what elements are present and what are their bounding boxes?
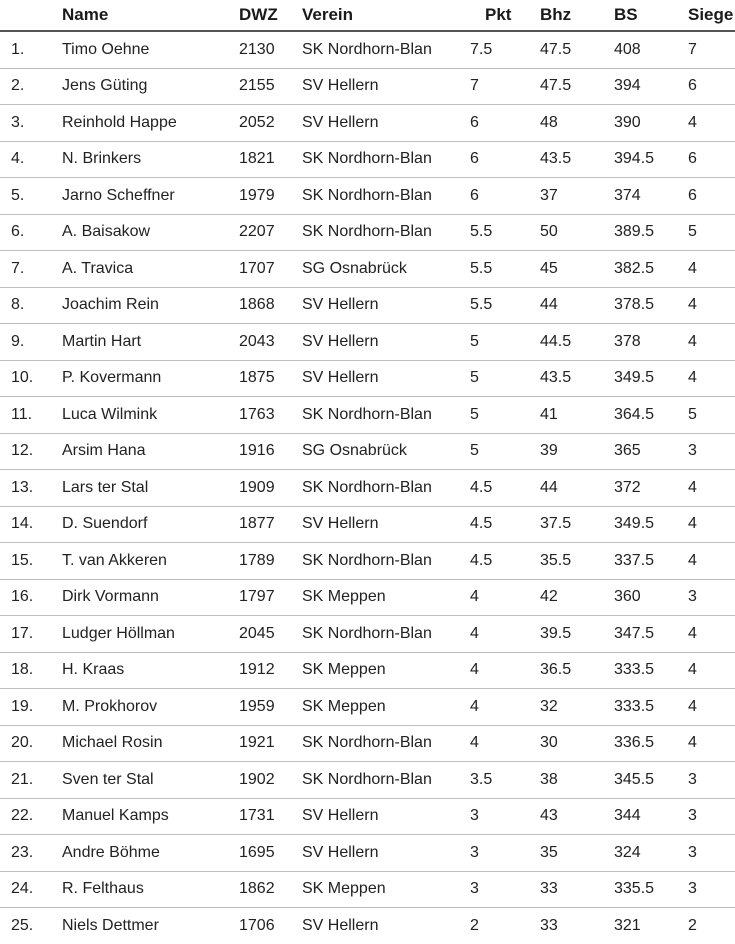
cell-siege: 3	[688, 770, 697, 788]
cell-siege: 6	[688, 150, 697, 168]
cell-siege: 2	[688, 916, 697, 934]
cell-siege: 3	[688, 880, 697, 898]
cell-club: SV Hellern	[302, 113, 379, 131]
cell-siege: 4	[688, 515, 697, 533]
cell-pkt: 3.5	[470, 770, 493, 788]
cell-pkt: 5	[470, 405, 479, 423]
cell-name: M. Prokhorov	[62, 697, 158, 715]
cell-dwz: 1731	[239, 807, 275, 825]
cell-bhz: 43	[540, 807, 558, 825]
cell-club: SV Hellern	[302, 807, 379, 825]
cell-rank: 13.	[11, 478, 34, 496]
cell-rank: 8.	[11, 296, 25, 314]
cell-rank: 23.	[11, 843, 34, 861]
cell-name: Luca Wilmink	[62, 405, 158, 423]
cell-name: Lars ter Stal	[62, 478, 149, 496]
cell-club: SV Hellern	[302, 77, 379, 95]
cell-bs: 344	[614, 807, 641, 825]
cell-pkt: 7	[470, 77, 479, 95]
table-row	[0, 506, 735, 543]
cell-rank: 12.	[11, 442, 34, 460]
table-row	[0, 579, 735, 616]
table-row	[0, 105, 735, 142]
cell-pkt: 6	[470, 186, 479, 204]
cell-rank: 14.	[11, 515, 34, 533]
cell-name: N. Brinkers	[62, 150, 142, 168]
cell-bs: 394	[614, 77, 641, 95]
cell-rank: 22.	[11, 807, 34, 825]
cell-pkt: 4	[470, 661, 479, 679]
cell-siege: 7	[688, 40, 697, 58]
cell-club: SV Hellern	[302, 843, 379, 861]
cell-name: Dirk Vormann	[62, 588, 159, 606]
cell-bhz: 37	[540, 186, 558, 204]
cell-pkt: 3	[470, 807, 479, 825]
cell-bs: 337.5	[614, 551, 655, 569]
cell-dwz: 1797	[239, 588, 275, 606]
cell-club: SK Meppen	[302, 661, 386, 679]
cell-bhz: 38	[540, 770, 558, 788]
cell-name: A. Baisakow	[62, 223, 151, 241]
table-row	[0, 324, 735, 361]
cell-bs: 345.5	[614, 770, 655, 788]
cell-bhz: 35.5	[540, 551, 572, 569]
cell-club: SV Hellern	[302, 369, 379, 387]
cell-club: SK Meppen	[302, 880, 386, 898]
cell-bs: 347.5	[614, 624, 655, 642]
cell-rank: 18.	[11, 661, 34, 679]
cell-club: SV Hellern	[302, 515, 379, 533]
cell-name: H. Kraas	[62, 661, 125, 679]
table-row	[0, 762, 735, 799]
cell-name: T. van Akkeren	[62, 551, 167, 569]
table-row	[0, 470, 735, 507]
table-row	[0, 178, 735, 215]
header-bhz: Bhz	[540, 0, 614, 31]
cell-dwz: 1789	[239, 551, 275, 569]
cell-bs: 333.5	[614, 661, 655, 679]
cell-name: Reinhold Happe	[62, 113, 177, 131]
cell-siege: 3	[688, 807, 697, 825]
table-row	[0, 433, 735, 470]
cell-pkt: 5.5	[470, 259, 493, 277]
cell-name: A. Travica	[62, 259, 134, 277]
cell-bs: 394.5	[614, 150, 655, 168]
cell-club: SK Meppen	[302, 588, 386, 606]
cell-pkt: 5.5	[470, 223, 493, 241]
cell-bhz: 32	[540, 697, 558, 715]
cell-rank: 10.	[11, 369, 34, 387]
cell-pkt: 5	[470, 369, 479, 387]
cell-siege: 4	[688, 478, 697, 496]
cell-rank: 1.	[11, 40, 25, 58]
cell-siege: 4	[688, 551, 697, 569]
cell-bhz: 43.5	[540, 369, 572, 387]
cell-bs: 374	[614, 186, 641, 204]
cell-rank: 6.	[11, 223, 25, 241]
cell-dwz: 2045	[239, 624, 275, 642]
cell-bs: 335.5	[614, 880, 655, 898]
cell-siege: 4	[688, 296, 697, 314]
cell-name: Manuel Kamps	[62, 807, 169, 825]
header-bs: BS	[614, 0, 688, 31]
cell-bs: 389.5	[614, 223, 655, 241]
cell-dwz: 1868	[239, 296, 275, 314]
cell-rank: 16.	[11, 588, 34, 606]
cell-bhz: 47.5	[540, 40, 572, 58]
cell-bhz: 45	[540, 259, 558, 277]
cell-bs: 378	[614, 332, 641, 350]
cell-pkt: 3	[470, 843, 479, 861]
cell-rank: 15.	[11, 551, 34, 569]
cell-pkt: 4	[470, 697, 479, 715]
cell-rank: 25.	[11, 916, 34, 934]
cell-bhz: 43.5	[540, 150, 572, 168]
cell-siege: 4	[688, 259, 697, 277]
table-row	[0, 543, 735, 580]
cell-name: Jarno Scheffner	[62, 186, 175, 204]
cell-bs: 382.5	[614, 259, 655, 277]
cell-dwz: 1916	[239, 442, 275, 460]
table-row	[0, 725, 735, 762]
header-pkt: Pkt	[470, 0, 540, 31]
table-row	[0, 68, 735, 105]
cell-dwz: 2207	[239, 223, 275, 241]
header-rank	[0, 0, 62, 31]
cell-siege: 3	[688, 442, 697, 460]
cell-name: P. Kovermann	[62, 369, 162, 387]
cell-club: SK Nordhorn-Blan	[302, 186, 432, 204]
cell-siege: 6	[688, 186, 697, 204]
cell-dwz: 1877	[239, 515, 275, 533]
table-row	[0, 360, 735, 397]
cell-name: Niels Dettmer	[62, 916, 159, 934]
cell-dwz: 1875	[239, 369, 275, 387]
cell-siege: 4	[688, 661, 697, 679]
table-row	[0, 251, 735, 288]
cell-club: SK Nordhorn-Blan	[302, 624, 432, 642]
cell-name: Ludger Höllman	[62, 624, 175, 642]
cell-siege: 3	[688, 588, 697, 606]
cell-pkt: 4.5	[470, 551, 493, 569]
cell-bs: 408	[614, 40, 641, 58]
table-row	[0, 287, 735, 324]
cell-siege: 4	[688, 697, 697, 715]
cell-siege: 4	[688, 734, 697, 752]
cell-club: SK Nordhorn-Blan	[302, 734, 432, 752]
cell-club: SG Osnabrück	[302, 442, 407, 460]
cell-rank: 11.	[11, 405, 33, 423]
cell-bhz: 39.5	[540, 624, 572, 642]
cell-bs: 365	[614, 442, 641, 460]
cell-bs: 336.5	[614, 734, 655, 752]
table-header	[0, 0, 735, 31]
cell-pkt: 4.5	[470, 515, 493, 533]
cell-pkt: 4	[470, 624, 479, 642]
cell-club: SK Nordhorn-Blan	[302, 770, 432, 788]
cell-bhz: 47.5	[540, 77, 572, 95]
cell-bs: 324	[614, 843, 641, 861]
cell-rank: 9.	[11, 332, 25, 350]
cell-club: SK Meppen	[302, 697, 386, 715]
cell-dwz: 1706	[239, 916, 275, 934]
cell-bhz: 36.5	[540, 661, 572, 679]
cell-bhz: 33	[540, 880, 558, 898]
cell-rank: 5.	[11, 186, 25, 204]
table-row	[0, 141, 735, 178]
header-name: Name	[62, 0, 239, 31]
cell-club: SK Nordhorn-Blan	[302, 405, 432, 423]
cell-pkt: 7.5	[470, 40, 493, 58]
cell-bhz: 37.5	[540, 515, 572, 533]
cell-pkt: 2	[470, 916, 479, 934]
cell-dwz: 2043	[239, 332, 275, 350]
cell-pkt: 4	[470, 588, 479, 606]
cell-siege: 4	[688, 369, 697, 387]
table-row	[0, 835, 735, 872]
cell-rank: 19.	[11, 697, 34, 715]
header-dwz: DWZ	[239, 0, 302, 31]
cell-dwz: 1763	[239, 405, 275, 423]
cell-pkt: 3	[470, 880, 479, 898]
table-row	[0, 798, 735, 835]
cell-bhz: 39	[540, 442, 558, 460]
cell-bhz: 44.5	[540, 332, 572, 350]
cell-name: Joachim Rein	[62, 296, 159, 314]
cell-dwz: 1707	[239, 259, 275, 277]
cell-bhz: 35	[540, 843, 558, 861]
cell-pkt: 6	[470, 150, 479, 168]
cell-siege: 4	[688, 332, 697, 350]
cell-club: SK Nordhorn-Blan	[302, 40, 432, 58]
cell-pkt: 5.5	[470, 296, 493, 314]
cell-name: Michael Rosin	[62, 734, 163, 752]
cell-name: D. Suendorf	[62, 515, 148, 533]
cell-siege: 5	[688, 405, 697, 423]
cell-rank: 7.	[11, 259, 25, 277]
cell-bs: 378.5	[614, 296, 655, 314]
cell-club: SV Hellern	[302, 296, 379, 314]
cell-dwz: 1912	[239, 661, 275, 679]
cell-bs: 390	[614, 113, 641, 131]
cell-siege: 4	[688, 113, 697, 131]
cell-club: SK Nordhorn-Blan	[302, 223, 432, 241]
cell-bhz: 42	[540, 588, 558, 606]
cell-bhz: 48	[540, 113, 558, 131]
table-row	[0, 214, 735, 251]
cell-rank: 2.	[11, 77, 25, 95]
cell-dwz: 1821	[239, 150, 275, 168]
cell-bs: 321	[614, 916, 641, 934]
cell-bhz: 41	[540, 405, 558, 423]
cell-pkt: 4.5	[470, 478, 493, 496]
cell-name: Andre Böhme	[62, 843, 160, 861]
cell-bhz: 44	[540, 478, 558, 496]
header-row	[0, 0, 735, 31]
cell-bs: 364.5	[614, 405, 655, 423]
cell-rank: 20.	[11, 734, 34, 752]
cell-club: SG Osnabrück	[302, 259, 407, 277]
cell-name: Timo Oehne	[62, 40, 150, 58]
table-row	[0, 616, 735, 653]
cell-dwz: 1902	[239, 770, 275, 788]
cell-siege: 5	[688, 223, 697, 241]
cell-bs: 333.5	[614, 697, 655, 715]
cell-rank: 21.	[11, 770, 34, 788]
table-row	[0, 652, 735, 689]
table-row	[0, 871, 735, 908]
cell-dwz: 2130	[239, 40, 275, 58]
cell-bhz: 30	[540, 734, 558, 752]
cell-name: R. Felthaus	[62, 880, 144, 898]
table-row	[0, 397, 735, 434]
cell-club: SK Nordhorn-Blan	[302, 150, 432, 168]
cell-bs: 360	[614, 588, 641, 606]
cell-club: SK Nordhorn-Blan	[302, 551, 432, 569]
cell-dwz: 1921	[239, 734, 275, 752]
cell-rank: 4.	[11, 150, 25, 168]
cell-name: Sven ter Stal	[62, 770, 154, 788]
cell-dwz: 2155	[239, 77, 275, 95]
cell-pkt: 6	[470, 113, 479, 131]
cell-dwz: 1909	[239, 478, 275, 496]
table-row	[0, 31, 735, 68]
cell-bs: 349.5	[614, 515, 655, 533]
cell-dwz: 1862	[239, 880, 275, 898]
cell-dwz: 1979	[239, 186, 275, 204]
cell-dwz: 2052	[239, 113, 275, 131]
cell-pkt: 5	[470, 332, 479, 350]
cell-pkt: 4	[470, 734, 479, 752]
cell-pkt: 5	[470, 442, 479, 460]
cell-club: SK Nordhorn-Blan	[302, 478, 432, 496]
cell-rank: 24.	[11, 880, 34, 898]
cell-siege: 4	[688, 624, 697, 642]
cell-dwz: 1959	[239, 697, 275, 715]
cell-dwz: 1695	[239, 843, 275, 861]
cell-rank: 17.	[11, 624, 34, 642]
table-body	[0, 31, 735, 944]
table-row	[0, 689, 735, 726]
header-siege: Siege	[688, 0, 735, 31]
cell-club: SV Hellern	[302, 332, 379, 350]
cell-club: SV Hellern	[302, 916, 379, 934]
cell-bhz: 33	[540, 916, 558, 934]
table-row	[0, 908, 735, 944]
cell-name: Martin Hart	[62, 332, 142, 350]
cell-bhz: 50	[540, 223, 558, 241]
cell-siege: 3	[688, 843, 697, 861]
cell-siege: 6	[688, 77, 697, 95]
cell-bs: 349.5	[614, 369, 655, 387]
cell-bhz: 44	[540, 296, 558, 314]
cell-rank: 3.	[11, 113, 25, 131]
header-club: Verein	[302, 0, 470, 31]
cell-name: Arsim Hana	[62, 442, 146, 460]
cell-bs: 372	[614, 478, 641, 496]
cell-name: Jens Güting	[62, 77, 148, 95]
